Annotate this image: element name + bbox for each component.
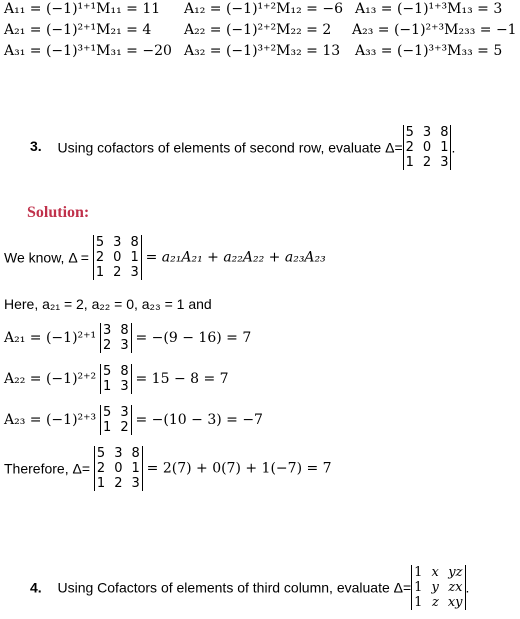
cofactor-a22: A₂₂ = (−1)²⁺²M₂₂ = 2 bbox=[184, 22, 332, 38]
minor-matrix: 5 8 1 3 bbox=[100, 364, 132, 394]
question-text: Using cofactors of elements of second row, evaluate Δ= bbox=[57, 139, 403, 156]
cofactor-a21: A₂₁ = (−1)²⁺¹M₂₁ = 4 bbox=[4, 22, 152, 38]
cofactor-a12: A₁₂ = (−1)¹⁺²M₁₂ = −6 bbox=[184, 1, 343, 17]
solution-heading: Solution: bbox=[27, 204, 90, 221]
minor-matrix: 3 8 2 3 bbox=[100, 323, 132, 353]
cofactor-a32: A₃₂ = (−1)³⁺²M₃₂ = 13 bbox=[184, 43, 341, 59]
a21-line: A₂₁ = (−1)²⁺¹ 3 8 2 3 = −(9 − 16) = 7 bbox=[4, 323, 252, 353]
question-number: 4. bbox=[30, 579, 42, 596]
a23-line: A₂₃ = (−1)²⁺³ 5 3 1 2 = −(10 − 3) = −7 bbox=[4, 405, 263, 435]
determinant-matrix: 5 3 8 2 0 1 1 2 3 bbox=[403, 125, 452, 170]
question-number: 3. bbox=[30, 138, 42, 155]
here-line: Here, a₂₁ = 2, a₂₂ = 0, a₂₃ = 1 and bbox=[4, 296, 212, 312]
a22-line: A₂₂ = (−1)²⁺² 5 8 1 3 = 15 − 8 = 7 bbox=[4, 364, 229, 394]
cofactor-a11: A₁₁ = (−1)¹⁺¹M₁₁ = 11 bbox=[4, 1, 161, 17]
cofactor-a33: A₃₃ = (−1)³⁺³M₃₃ = 5 bbox=[355, 43, 503, 59]
determinant-matrix: 5 3 8 2 0 1 1 2 3 bbox=[94, 446, 143, 491]
question-text: Using Cofactors of elements of third column, evaluate Δ= bbox=[57, 579, 412, 596]
cofactor-a23: A₂₃ = (−1)²⁺³M₂₃₃ = −1 bbox=[352, 22, 517, 38]
cofactor-a31: A₃₁ = (−1)³⁺¹M₃₁ = −20 bbox=[4, 43, 172, 59]
question-4: 4. Using Cofactors of elements of third column, evaluate Δ= 1 x yz 1 y zx 1 z xy . bbox=[30, 565, 470, 610]
determinant-matrix: 1 x yz 1 y zx 1 z xy bbox=[411, 565, 465, 610]
minor-matrix: 5 3 1 2 bbox=[100, 405, 132, 435]
determinant-matrix: 5 3 8 2 0 1 1 2 3 bbox=[93, 235, 142, 280]
we-know-line: We know, Δ = 5 3 8 2 0 1 1 2 3 = a₂₁A₂₁ + a₂₂A₂₂ + a₂₃A₂₃ bbox=[4, 235, 326, 280]
therefore-line: Therefore, Δ= 5 3 8 2 0 1 1 2 3 = 2(7) + 0(7) + 1(−7) = 7 bbox=[4, 446, 332, 491]
question-3: 3. Using cofactors of elements of second row, evaluate Δ= 5 3 8 2 0 1 1 2 3 . bbox=[30, 125, 456, 170]
cofactor-a13: A₁₃ = (−1)¹⁺³M₁₃ = 3 bbox=[355, 1, 503, 17]
